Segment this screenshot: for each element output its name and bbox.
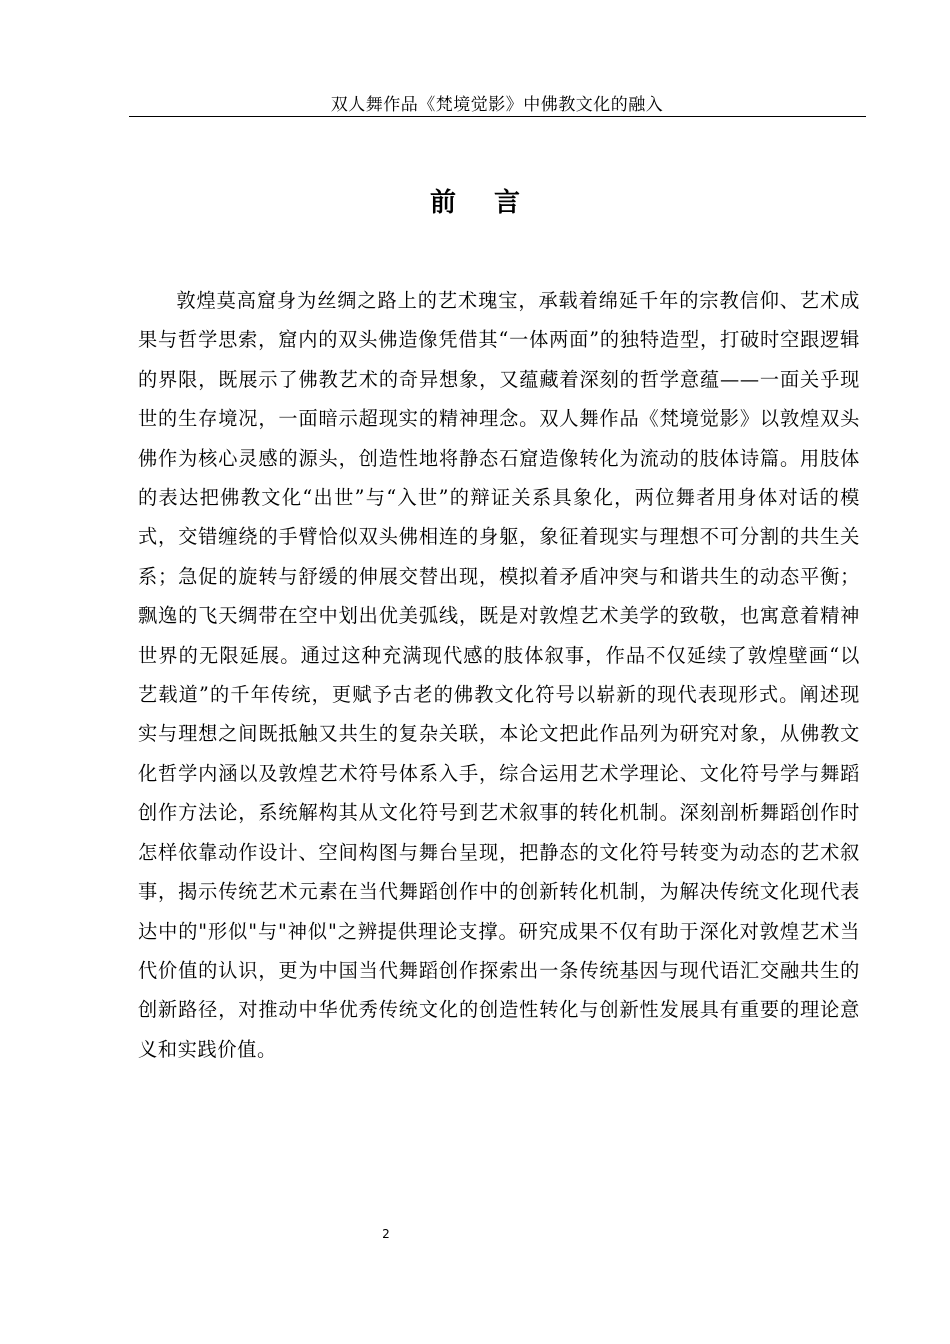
header-rule bbox=[129, 116, 866, 117]
body-paragraph: 敦煌莫高窟身为丝绸之路上的艺术瑰宝，承载着绵延千年的宗教信仰、艺术成果与哲学思索，窟内的双头佛造像凭借其“一体两面”的独特造型，打破时空跟逻辑的界限，既展示了佛教艺术的奇异想象，又蕴藏着深刻的哲学意蕴——一面关乎现世的生存境况，一面暗示超现实的精神理念。双人舞作品《梵境觉影》以敦煌双头佛作为核心灵感的源头，创造性地将静态石窟造像转化为流动的肢体诗篇。用肢体的表达把佛教文化“出世”与“入世”的辩证关系具象化，两位舞者用身体对话的模式，交错缠绕的手臂恰似双头佛相连的身躯，象征着现实与理想不可分割的共生关系；急促的旋转与舒缓的伸展交替出现，模拟着矛盾冲突与和谐共生的动态平衡；飘逸的飞天绸带在空中划出优美弧线，既是对敦煌艺术美学的致敬，也寓意着精神世界的无限延展。通过这种充满现代感的肢体叙事，作品不仅延续了敦煌壁画“以艺载道”的千年传统，更赋予古老的佛教文化符号以崭新的现代表现形式。阐述现实与理想之间既抵触又共生的复杂关联，本论文把此作品列为研究对象，从佛教文化哲学内涵以及敦煌艺术符号体系入手，综合运用艺术学理论、文化符号学与舞蹈创作方法论，系统解构其从文化符号到艺术叙事的转化机制。深刻剖析舞蹈创作时怎样依靠动作设计、空间构图与舞台呈现，把静态的文化符号转变为动态的艺术叙事，揭示传统艺术元素在当代舞蹈创作中的创新转化机制，为解决传统文化现代表达中的"形似"与"神似"之辨提供理论支撑。研究成果不仅有助于深化对敦煌艺术当代价值的认识，更为中国当代舞蹈创作探索出一条传统基因与现代语汇交融共生的创新路径，对推动中华优秀传统文化的创造性转化与创新性发展具有重要的理论意义和实践价值。 bbox=[138, 289, 860, 1061]
page-number: 2 bbox=[382, 1227, 390, 1241]
running-header: 双人舞作品《梵境觉影》中佛教文化的融入 bbox=[330, 95, 664, 115]
section-title-char-2: 言 bbox=[494, 188, 521, 218]
section-title bbox=[0, 186, 950, 220]
section-title-char-1: 前 bbox=[429, 188, 456, 218]
